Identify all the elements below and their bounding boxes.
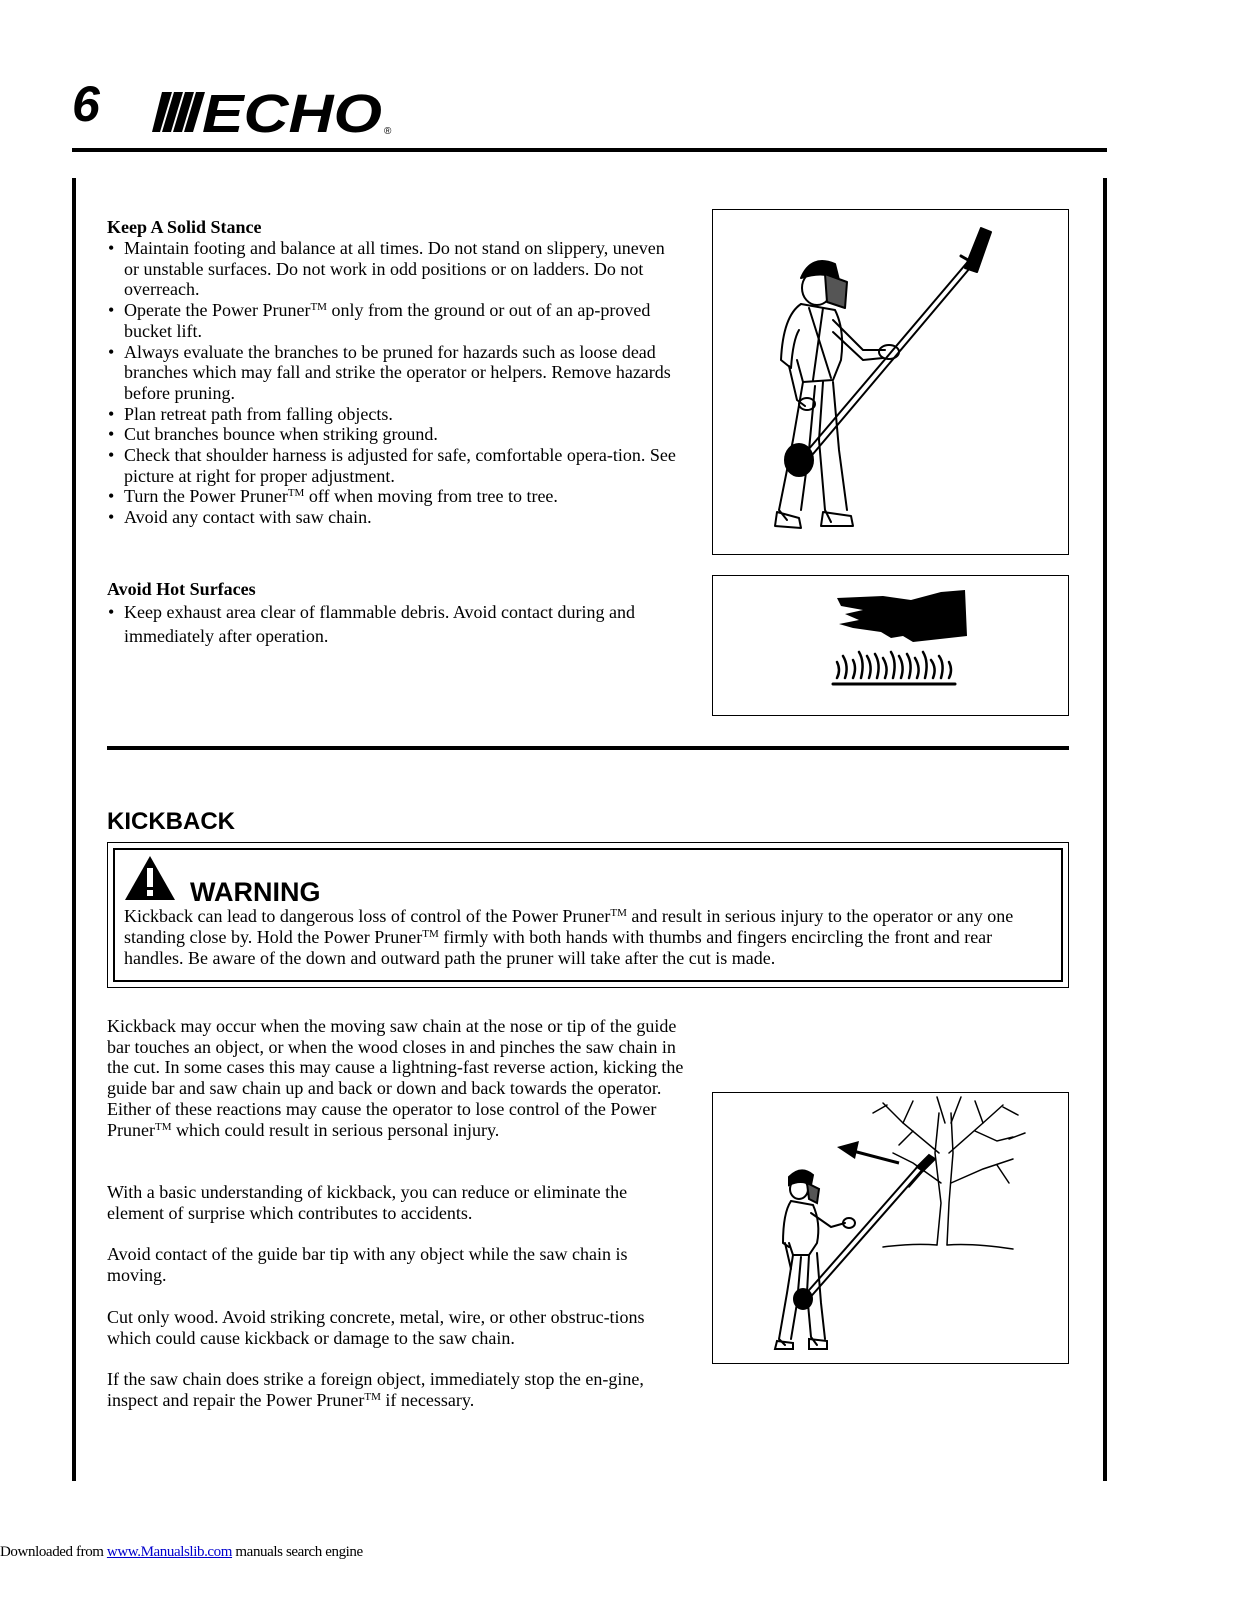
kickback-paragraph-5: If the saw chain does strike a foreign object, immediately stop the en-gine, inspect and repair the Power Pruner™ if necessary. — [107, 1369, 644, 1410]
kickback-paragraph-3: Avoid contact of the guide bar tip with any object while the saw chain is moving. — [107, 1244, 628, 1285]
warning-triangle-icon — [124, 854, 176, 902]
footer-suffix: manuals search engine — [232, 1544, 363, 1560]
hot-surface-figure — [712, 575, 1069, 716]
bullet-item: • Always evaluate the branches to be pruned for hazards such as loose dead branches which may fall and strike the operator or helpers. Remove hazards before pruning. — [107, 342, 677, 404]
logo-text: ECHO — [202, 88, 382, 136]
kickback-paragraph-4: Cut only wood. Avoid striking concrete, metal, wire, or other obstruc-tions which could cause kickback or damage to the saw chain. — [107, 1307, 645, 1348]
header-rule — [72, 148, 1107, 152]
bullet-item: • Plan retreat path from falling objects. — [107, 404, 677, 425]
hot-surfaces-list — [107, 600, 677, 648]
kickback-paragraph-1: Kickback may occur when the moving saw chain at the nose or tip of the guide bar touches an object, or when the wood closes in and pinches the saw chain in the cut. In some cases this may cause a lightning-fast reverse action, kicking the guide bar and saw chain up and back or down and back towards the operator. Either of these reactions may cause the operator to lose control of the Power Pruner™ which could result in serious personal injury. — [107, 1016, 684, 1140]
solid-stance-list — [107, 238, 677, 528]
operator-harness-illustration — [713, 210, 1068, 554]
bullet-item: • Keep exhaust area clear of flammable debris. Avoid contact during and immediately after operation. — [107, 600, 677, 648]
hot-surfaces-title: Avoid Hot Surfaces — [107, 579, 256, 599]
bullet-item: • Operate the Power Pruner™ only from the ground or out of an ap-proved bucket lift. — [107, 300, 677, 341]
bullet-item: • Maintain footing and balance at all times. Do not stand on slippery, uneven or unstable surfaces. Do not work in odd positions or on ladders. Do not overreach. — [107, 238, 677, 300]
kickback-figure — [712, 1092, 1069, 1364]
footer-prefix: Downloaded from — [0, 1544, 107, 1560]
echo-logo — [152, 88, 397, 136]
download-footer — [0, 1542, 363, 1562]
left-margin-bar — [72, 178, 76, 1481]
solid-stance-section — [107, 216, 677, 528]
kickback-tree-illustration — [713, 1093, 1068, 1363]
warning-label: WARNING — [190, 877, 321, 907]
bullet-item: • Avoid any contact with saw chain. — [107, 507, 677, 528]
right-margin-bar — [1103, 178, 1107, 1481]
bullet-item: • Cut branches bounce when striking ground. — [107, 424, 677, 445]
solid-stance-title: Keep A Solid Stance — [107, 217, 262, 237]
hot-surface-hand-icon — [713, 576, 1068, 715]
registered-mark: ® — [384, 126, 392, 136]
kickback-heading: KICKBACK — [107, 808, 235, 835]
bullet-item: • Turn the Power Pruner™ off when moving from tree to tree. — [107, 486, 677, 507]
page-number: 6 — [72, 76, 100, 132]
bullet-item: • Check that shoulder harness is adjusted for safe, comfortable opera-tion. See picture at right for proper adjustment. — [107, 445, 677, 486]
manualslib-link[interactable]: www.Manualslib.com — [106, 1544, 233, 1560]
hot-surfaces-section — [107, 578, 677, 648]
operator-harness-figure — [712, 209, 1069, 555]
section-divider — [107, 746, 1069, 750]
kickback-paragraph-2: With a basic understanding of kickback, you can reduce or eliminate the element of surprise which contributes to accidents. — [107, 1182, 628, 1223]
warning-text: Kickback can lead to dangerous loss of control of the Power Pruner™ and result in serious injury to the operator or any one standing close by. Hold the Power Pruner™ firmly with both hands with thumbs and fingers encircling the front and rear handles. Be aware of the down and outward path the pruner will take after the cut is made. — [124, 906, 1014, 968]
